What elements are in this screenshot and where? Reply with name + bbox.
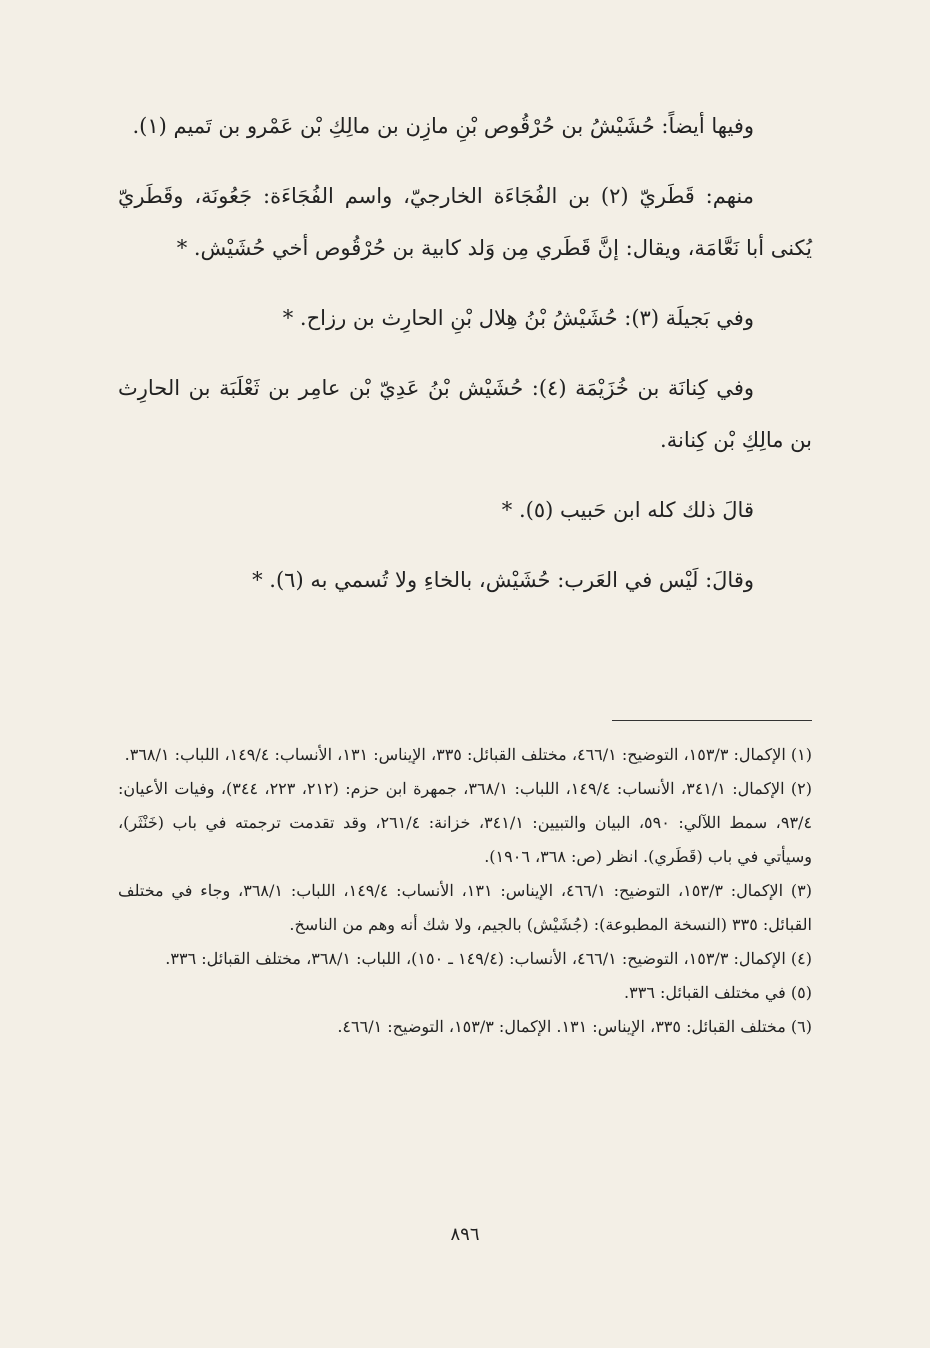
paragraph-note-khaa: وقالَ: لَيْس في العَرب: حُشَيْش، بالخاءِ ولا تُسمي به (٦). *	[252, 568, 754, 592]
page-number: ٨٩٦	[450, 1224, 480, 1245]
paragraph-hushaysh-tamim: وفيها أيضاً: حُشَيْشُ بن حُرْقُوص بْنِ مازِن بن مالِكِ بْن عَمْرو بن تَميم (١).	[132, 114, 754, 138]
footnote-2: (٢) الإكمال: ٣٤١/١، الأنساب: ١٤٩/٤، اللباب: ٣٦٨/١، جمهرة ابن حزم: (٢١٢، ٢٢٣، ٣٤٤)، وفيات الأعيان: ٩٣/٤، سمط اللآلي: ٥٩٠، البيان والتبيين: ٣٤١/١، خزانة: ٢٦١/٤، وقد تقدمت ترجمته في باب (خَنْثَر)، وسيأتي في باب (قَطَري). انظر (ص: ٣٦٨، ١٩٠٦).	[118, 779, 813, 866]
paragraph-qatari: منهم: قَطَريّ (٢) بن الفُجَاءَة الخارجيّ، واسم الفُجَاءَة: جَعُونَة، وقَطَريّ يُكنى أبا نَعَّامَة، ويقال: إنَّ قَطَري مِن وَلد كابية بن حُرْقُوص أخي حُشَيْش. *	[118, 184, 812, 260]
footnote-3: (٣) الإكمال: ١٥٣/٣، التوضيح: ٤٦٦/١، الإيناس: ١٣١، الأنساب: ١٤٩/٤، اللباب: ٣٦٨/١، وجاء في مختلف القبائل: ٣٣٥ (النسخة المطبوعة): (جُشَيْش) بالجيم، ولا شك أنه وهم من الناسخ.	[118, 881, 812, 934]
footnotes	[118, 738, 812, 1044]
paragraph-bajila: وفي بَجيلَة (٣): حُشَيْشُ بْنُ هِلال بْنِ الحارِث بن رزاح. *	[282, 306, 754, 330]
footnote-4: (٤) الإكمال: ١٥٣/٣، التوضيح: ٤٦٦/١، الأنساب: (١٤٩/٤ ـ ١٥٠)، اللباب: ٣٦٨/١، مختلف القبائل: ٣٣٦.	[165, 949, 812, 968]
paragraph-kinana: وفي كِنانَة بن خُزَيْمَة (٤): حُشَيْش بْنُ عَدِيّ بْن عامِر بن ثَعْلَبَة بن الحارِث بن مالِكِ بْن كِنانة.	[118, 376, 812, 452]
footnote-1: (١) الإكمال: ١٥٣/٣، التوضيح: ٤٦٦/١، مختلف القبائل: ٣٣٥، الإيناس: ١٣١، الأنساب: ١٤٩/٤، اللباب: ٣٦٨/١.	[124, 745, 812, 764]
paragraph-ibn-habib: قالَ ذلك كله ابن حَبيب (٥). *	[501, 498, 754, 522]
footnote-divider	[612, 720, 812, 721]
footnote-6: (٦) مختلف القبائل: ٣٣٥، الإيناس: ١٣١. الإكمال: ١٥٣/٣، التوضيح: ٤٦٦/١.	[337, 1017, 812, 1036]
main-text	[118, 100, 812, 624]
footnote-5: (٥) في مختلف القبائل: ٣٣٦.	[624, 983, 812, 1002]
